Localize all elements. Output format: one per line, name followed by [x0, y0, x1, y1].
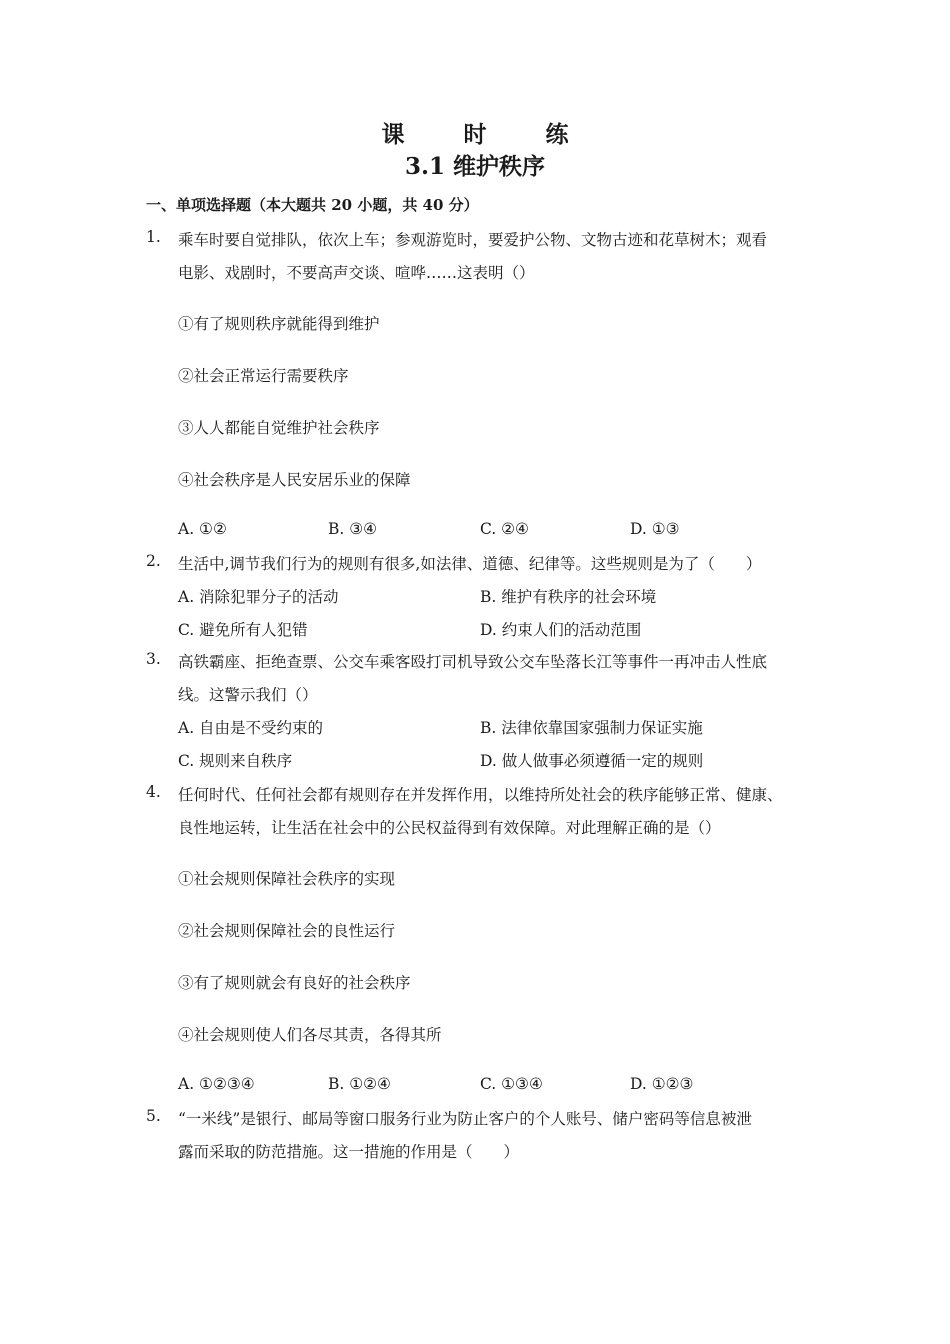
question-2-option-d[interactable]: D. 约束人们的活动范围	[480, 621, 642, 639]
question-4-option-b[interactable]: B. ①②④	[328, 1075, 391, 1093]
question-5-number: 5.	[146, 1107, 161, 1125]
section-heading: 一、单项选择题（本大题共 20 小题，共 40 分）	[146, 196, 479, 214]
question-1-option-b[interactable]: B. ③④	[328, 520, 378, 538]
question-1-stem-line: 乘车时要自觉排队，依次上车；参观游览时，要爱护公物、文物古迹和花草树木；观看	[178, 231, 768, 249]
question-4-option-c[interactable]: C. ①③④	[480, 1075, 543, 1093]
question-1-statement: ②社会正常运行需要秩序	[178, 367, 349, 385]
question-1-number: 1.	[146, 228, 161, 246]
question-2-option-a[interactable]: A. 消除犯罪分子的活动	[178, 588, 339, 606]
question-5-stem-line: 露而采取的防范措施。这一措施的作用是（ ）	[178, 1143, 520, 1161]
question-3-stem-line: 高铁霸座、拒绝查票、公交车乘客殴打司机导致公交车坠落长江等事件一再冲击人性底	[178, 653, 768, 671]
question-4-number: 4.	[146, 783, 161, 801]
question-3-number: 3.	[146, 650, 161, 668]
question-5-stem-line: “一米线”是银行、邮局等窗口服务行业为防止客户的个人账号、储户密码等信息被泄	[178, 1110, 752, 1128]
question-1-option-d[interactable]: D. ①③	[630, 520, 680, 538]
question-1-option-a[interactable]: A. ①②	[178, 520, 227, 538]
question-1-statement: ①有了规则秩序就能得到维护	[178, 315, 380, 333]
question-4-stem-line: 任何时代、任何社会都有规则存在并发挥作用，以维持所处社会的秩序能够正常、健康、	[178, 786, 783, 804]
question-2-option-c[interactable]: C. 避免所有人犯错	[178, 621, 308, 639]
question-4-statement: ③有了规则就会有良好的社会秩序	[178, 974, 411, 992]
question-4-stem-line: 良性地运转，让生活在社会中的公民权益得到有效保障。对此理解正确的是（）	[178, 819, 721, 837]
question-3-option-b[interactable]: B. 法律依靠国家强制力保证实施	[480, 719, 703, 737]
question-1-statement: ④社会秩序是人民安居乐业的保障	[178, 471, 411, 489]
question-4-statement: ①社会规则保障社会秩序的实现	[178, 870, 396, 888]
question-2-option-b[interactable]: B. 维护有秩序的社会环境	[480, 588, 657, 606]
question-4-option-a[interactable]: A. ①②③④	[178, 1075, 255, 1093]
question-3-option-d[interactable]: D. 做人做事必须遵循一定的规则	[480, 752, 704, 770]
page-title: 课 时 练	[381, 121, 587, 148]
question-2-number: 2.	[146, 552, 161, 570]
question-2-stem-line: 生活中,调节我们行为的规则有很多,如法律、道德、纪律等。这些规则是为了（ ）	[178, 555, 762, 573]
lesson-title: 3.1 维护秩序	[404, 153, 546, 180]
question-1-statement: ③人人都能自觉维护社会秩序	[178, 419, 380, 437]
question-3-option-a[interactable]: A. 自由是不受约束的	[178, 719, 324, 737]
question-4-option-d[interactable]: D. ①②③	[630, 1075, 694, 1093]
question-3-option-c[interactable]: C. 规则来自秩序	[178, 752, 293, 770]
question-4-statement: ④社会规则使人们各尽其责，各得其所	[178, 1026, 442, 1044]
question-3-stem-line: 线。这警示我们（）	[178, 686, 318, 704]
question-1-stem-line: 电影、戏剧时，不要高声交谈、喧哗……这表明（）	[178, 264, 535, 282]
question-1-option-c[interactable]: C. ②④	[480, 520, 529, 538]
question-4-statement: ②社会规则保障社会的良性运行	[178, 922, 396, 940]
